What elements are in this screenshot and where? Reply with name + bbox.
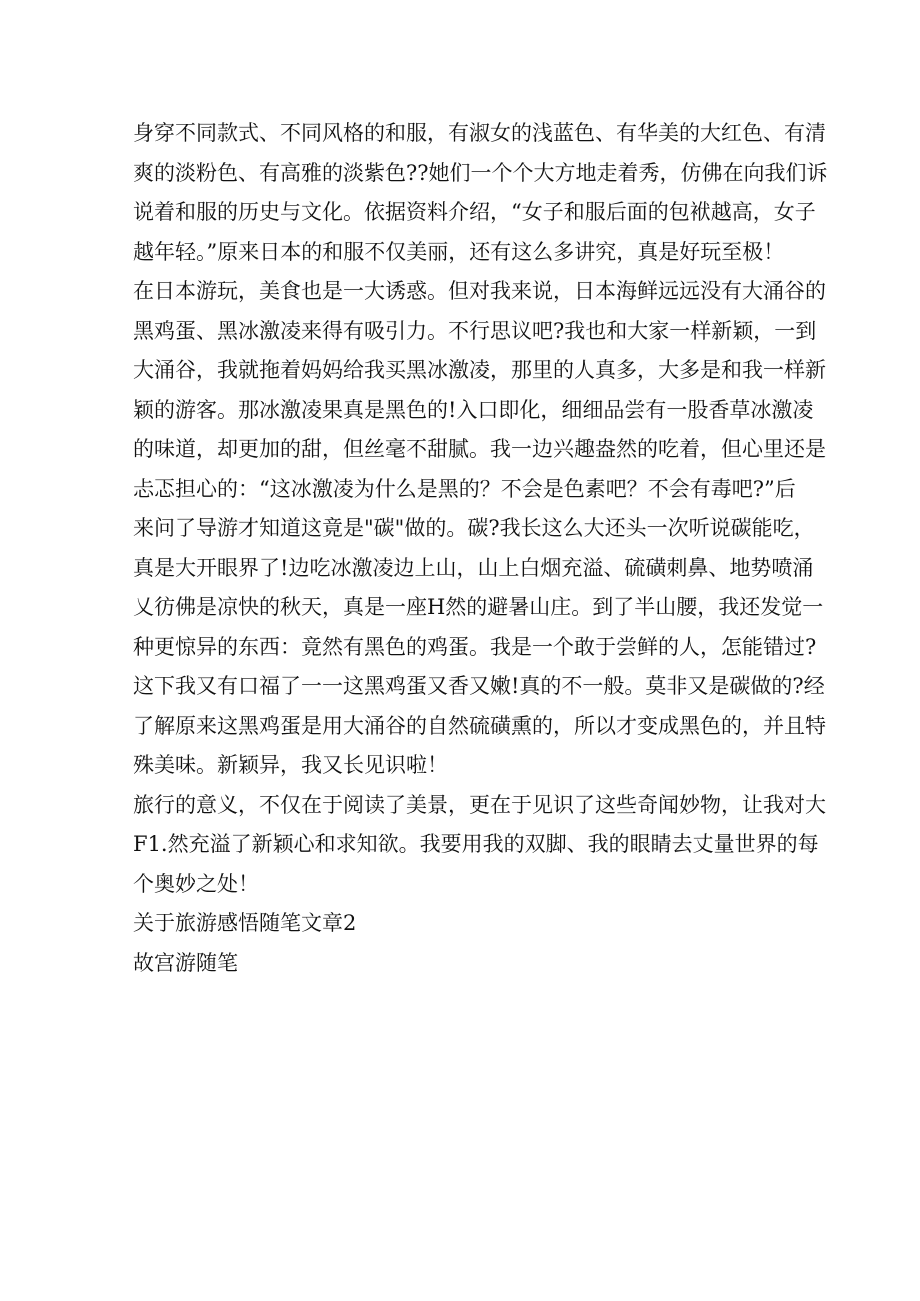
text-line: 说着和服的历史与文化。依据资料介绍，“女子和服后面的包袱越高，女子 xyxy=(133,200,816,224)
paragraph-kimono xyxy=(133,114,828,272)
text-line: 爽的淡粉色、有高雅的淡紫色??她们一个个大方地走着秀，仿佛在向我们诉 xyxy=(133,160,828,185)
text-line: 的味道，却更加的甜，但丝毫不甜腻。我一边兴趣盎然的吃着，但心里还是 xyxy=(133,437,826,461)
text-line: 颖的游客。那冰激凌果真是黑色的!入口即化，细细品尝有一股香草冰激凌 xyxy=(133,397,814,422)
text-line: 在日本游玩，美食也是一大诱惑。但对我来说，日本海鲜远远没有大涌谷的 xyxy=(133,279,826,303)
text-line: F1.然充溢了新颖心和求知欲。我要用我的双脚、我的眼睛去丈量世界的每 xyxy=(133,832,819,856)
text-line: 黑鸡蛋、黑冰激凌来得有吸引力。不行思议吧?我也和大家一样新颖，一到 xyxy=(133,318,817,343)
article-heading: 关于旅游感悟随笔文章2 xyxy=(133,911,357,935)
text-line: 真是大开眼界了!边吃冰激凌边上山，山上白烟充溢、硫磺刺鼻、地势喷涌 xyxy=(133,555,814,580)
text-line: 种更惊异的东西：竟然有黑色的鸡蛋。我是一个敢于尝鲜的人，怎能错过? xyxy=(133,634,817,659)
text-line: 大涌谷，我就拖着妈妈给我买黑冰激凌，那里的人真多，大多是和我一样新 xyxy=(133,358,826,382)
article-title: 故宫游随笔 xyxy=(133,950,238,975)
text-line: 殊美味。新颖异，我又长见识啦！ xyxy=(133,753,448,777)
text-line: 越年轻。”原来日本的和服不仅美丽，还有这么多讲究，真是好玩至极！ xyxy=(133,239,785,264)
text-line: 忐忑担心的：“这冰激凌为什么是黑的？不会是色素吧？不会有毒吧?”后 xyxy=(133,476,796,501)
text-line: 旅行的意义，不仅在于阅读了美景，更在于见识了这些奇闻妙物，让我对大 xyxy=(133,792,826,817)
text-line: 身穿不同款式、不同风格的和服，有淑女的浅蓝色、有华美的大红色、有清 xyxy=(133,121,826,145)
paragraph-food xyxy=(133,272,826,786)
text-line: 乂彷佛是凉快的秋天，真是一座H然的避暑山庄。到了半山腰，我还发觉一 xyxy=(133,595,824,619)
text-line: 这下我又有口福了一一这黑鸡蛋又香又嫩!真的不一般。莫非又是碳做的?经 xyxy=(133,674,825,698)
document-page xyxy=(133,114,828,983)
text-line: 个奥妙之处！ xyxy=(133,871,259,896)
paragraph-meaning xyxy=(133,786,826,905)
text-line: 了解原来这黑鸡蛋是用大涌谷的自然硫磺熏的，所以才变成黑色的，并且特 xyxy=(133,713,826,738)
text-line: 来问了导游才知道这竟是"碳"做的。碳?我长这么大还头一次听说碳能吃， xyxy=(133,516,815,540)
